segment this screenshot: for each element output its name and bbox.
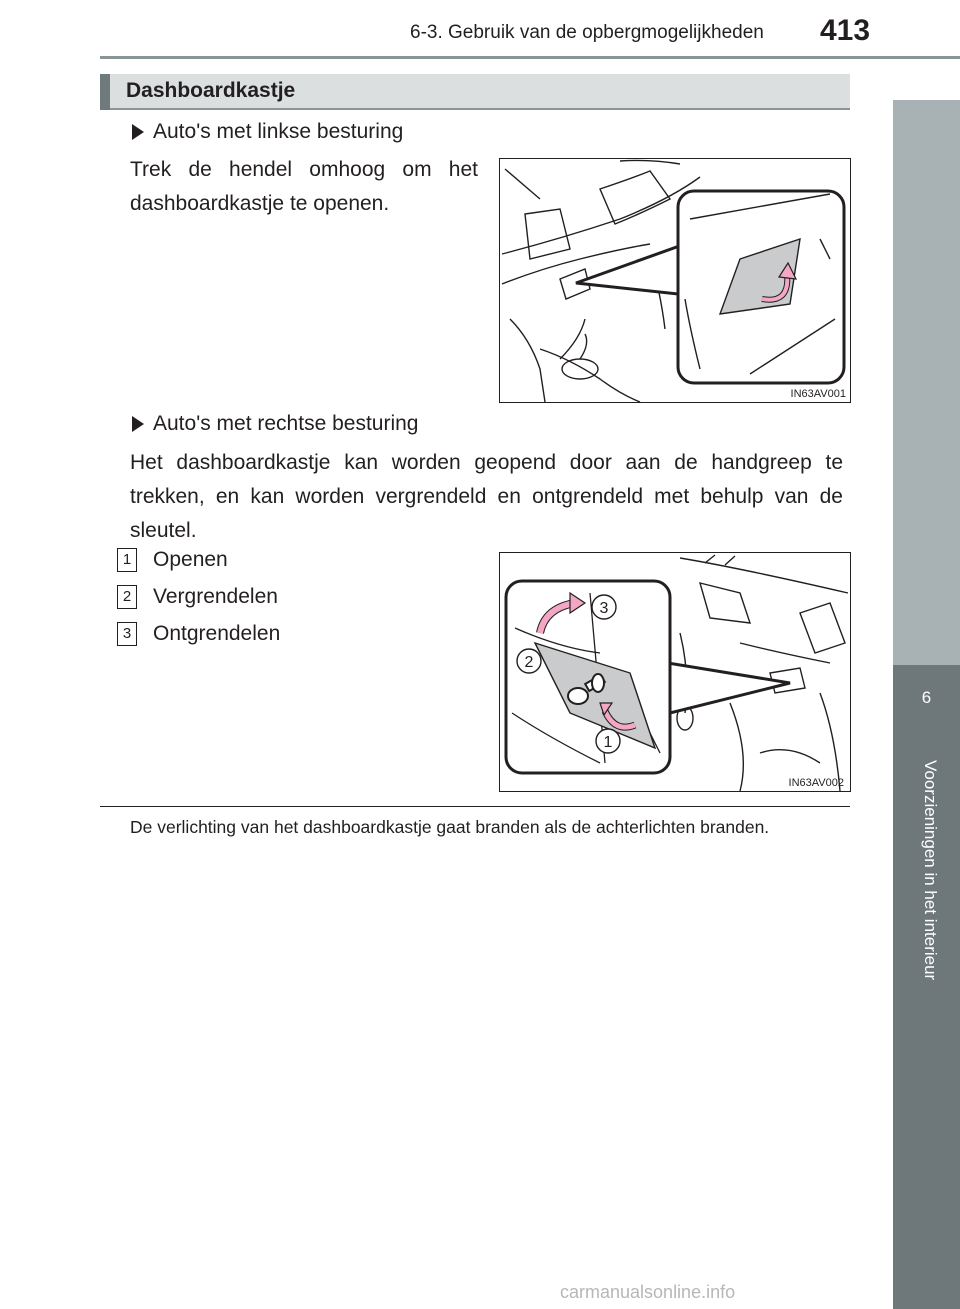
- item-number-badge: 3: [117, 622, 137, 646]
- bullet-triangle-icon: [132, 124, 144, 140]
- watermark: carmanualsonline.info: [560, 1282, 736, 1302]
- callout-3: 3: [599, 600, 609, 617]
- callout-pointer: [576, 244, 685, 294]
- callout-2: 2: [524, 654, 534, 671]
- section-heading-marker: [100, 74, 110, 110]
- item-number-badge: 1: [117, 548, 137, 572]
- rhd-glovebox-illustration: [499, 552, 851, 792]
- key-icon: [568, 688, 588, 704]
- item-label-unlock: Ontgrendelen: [153, 622, 281, 645]
- item-label-open: Openen: [153, 548, 228, 571]
- callout-1: 1: [603, 734, 613, 751]
- lhd-illustration-svg: [500, 159, 850, 402]
- item-label-lock: Vergrendelen: [153, 585, 278, 608]
- header-rule: [100, 56, 960, 59]
- item-number-badge: 2: [117, 585, 137, 609]
- callout-pointer: [668, 663, 790, 713]
- section-title: Dashboardkastje: [126, 79, 296, 102]
- lhd-instruction: Trek de hendel omhoog om het dashboardkastje te openen.: [130, 158, 478, 215]
- lhd-heading: Auto's met linkse besturing: [153, 120, 404, 143]
- lhd-glovebox-illustration: [499, 158, 851, 403]
- bullet-triangle-icon: [132, 416, 144, 432]
- rhd-illustration-svg: [500, 553, 850, 791]
- rhd-heading: Auto's met rechtse besturing: [153, 412, 419, 435]
- side-chapter-number: 6: [921, 688, 932, 707]
- note-text: De verlichting van het dashboardkastje gaat branden als de achterlichten branden.: [130, 817, 770, 837]
- lhd-figure-code: IN63AV001: [790, 388, 846, 400]
- side-chapter-name: Voorzieningen in het interieur: [921, 760, 940, 981]
- side-tab-upper: [893, 100, 960, 665]
- chapter-title: 6-3. Gebruik van de opbergmogelijkheden: [410, 22, 764, 43]
- rhd-figure-code: IN63AV002: [788, 777, 844, 789]
- page-number: 413: [820, 14, 871, 47]
- rhd-instruction: Het dashboardkastje kan worden geopend door aan de handgreep te trekken, en kan worden vergrendeld en ontgrendeld met behulp van de sleutel.: [130, 451, 843, 542]
- note-rule: [100, 806, 850, 807]
